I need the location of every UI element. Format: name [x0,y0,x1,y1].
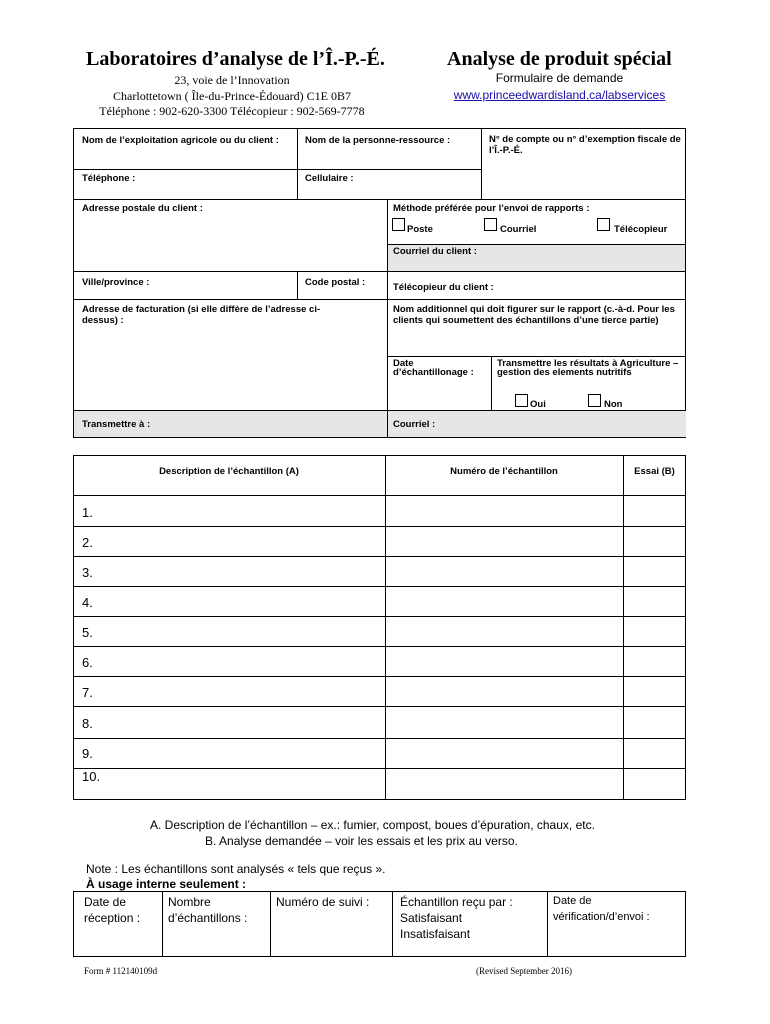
sample-count-label: Nombre d’échantillons : [168,895,248,925]
col-sample-number-header: Numéro de l’échantillon [450,466,558,477]
contact-label: Nom de la personne-ressource : [305,135,451,146]
email-option-label: Courriel [500,224,537,235]
client-fax-label: Télécopieur du client : [393,282,494,293]
note-a: A. Description de l’échantillon – ex.: fumier, compost, boues d’épuration, chaux, etc. [150,818,595,832]
fax-checkbox[interactable] [597,218,610,231]
table-row[interactable]: 1. [82,505,93,520]
billing-address-label: Adresse de facturation (si elle diffère de l’adresse ci-dessus) : [82,304,321,326]
account-label: N° de compte ou n° d’exemption fiscale de l’Î.-P.-É. [489,134,681,156]
no-label: Non [604,399,623,410]
transmit-results-label: Transmettre les résultats à Agriculture – gestion des elements nutritifs [497,358,679,378]
table-row[interactable]: 4. [82,595,93,610]
yes-checkbox[interactable] [515,394,528,407]
table-row[interactable]: 3. [82,565,93,580]
postal-code-label: Code postal : [305,277,366,288]
col-test-header: Essai (B) [634,466,675,477]
postal-address-label: Adresse postale du client : [82,203,203,214]
table-row[interactable]: 6. [82,655,93,670]
product-title: Analyse de produit spécial [447,48,672,70]
yes-label: Oui [530,399,546,410]
client-info-form [73,128,686,438]
city-label: Ville/province : [82,277,150,288]
fax-option-label: Télécopieur [614,224,668,235]
email-checkbox[interactable] [484,218,497,231]
form-subtitle: Formulaire de demande [495,71,624,85]
table-row[interactable]: 10. [82,769,101,784]
send-to-label: Transmettre à : [82,419,151,430]
table-row[interactable]: 7. [82,685,93,700]
table-row[interactable]: 2. [82,535,93,550]
email-label: Courriel : [393,419,436,430]
sampling-date-label: Date d’échantillonage : [393,358,474,378]
internal-use-heading: À usage interne seulement : [86,877,247,891]
unsatisfactory-option[interactable]: Insatisfaisant [400,927,471,941]
note-b: B. Analyse demandée – voir les essais et les prix au verso. [205,834,518,848]
address-line-1: 23, voie de l’Innovation [174,73,290,87]
no-checkbox[interactable] [588,394,601,407]
mail-option-label: Poste [407,224,433,235]
table-row[interactable]: 9. [82,746,93,761]
cell-label: Cellulaire : [305,173,354,184]
send-to-row[interactable] [74,410,686,437]
address-line-3: Téléphone : 902-620-3300 Télécopieur : 902-569-7778 [99,104,365,118]
address-line-2: Charlottetown ( Île-du-Prince-Édouard) C1E 0B7 [113,89,351,103]
additional-name-label: Nom additionnel qui doit figurer sur le rapport (c.-à-d. Pour les clients qui soumettent des échantillons d’une tierce partie) [393,304,675,326]
mail-checkbox[interactable] [392,218,405,231]
sample-table [73,455,686,800]
revision-date: (Revised September 2016) [476,966,572,976]
lab-name: Laboratoires d’analyse de l’Î.-P.-É. [86,48,385,70]
website-link[interactable]: www.princeedwardisland.ca/labservices [453,88,666,102]
verification-date-label: Date de vérification/d’envoi : [553,895,650,923]
reception-date-label: Date de réception : [84,895,141,925]
report-method-label: Méthode préférée pour l’envoi de rapports : [393,203,590,214]
table-row[interactable]: 8. [82,716,93,731]
note-received: Note : Les échantillons sont analysés « tels que reçus ». [86,862,386,876]
phone-label: Téléphone : [82,173,136,184]
col-description-header: Description de l’échantillon (A) [159,466,299,477]
satisfactory-option[interactable]: Satisfaisant [400,911,463,925]
tracking-number-label: Numéro de suivi : [276,895,370,909]
farm-name-label: Nom de l’exploitation agricole ou du client : [82,135,279,146]
client-email-label: Courriel du client : [393,246,477,257]
table-row[interactable]: 5. [82,625,93,640]
received-by-label: Échantillon reçu par : [400,895,513,909]
form-number: Form # 112140109d [84,966,158,976]
